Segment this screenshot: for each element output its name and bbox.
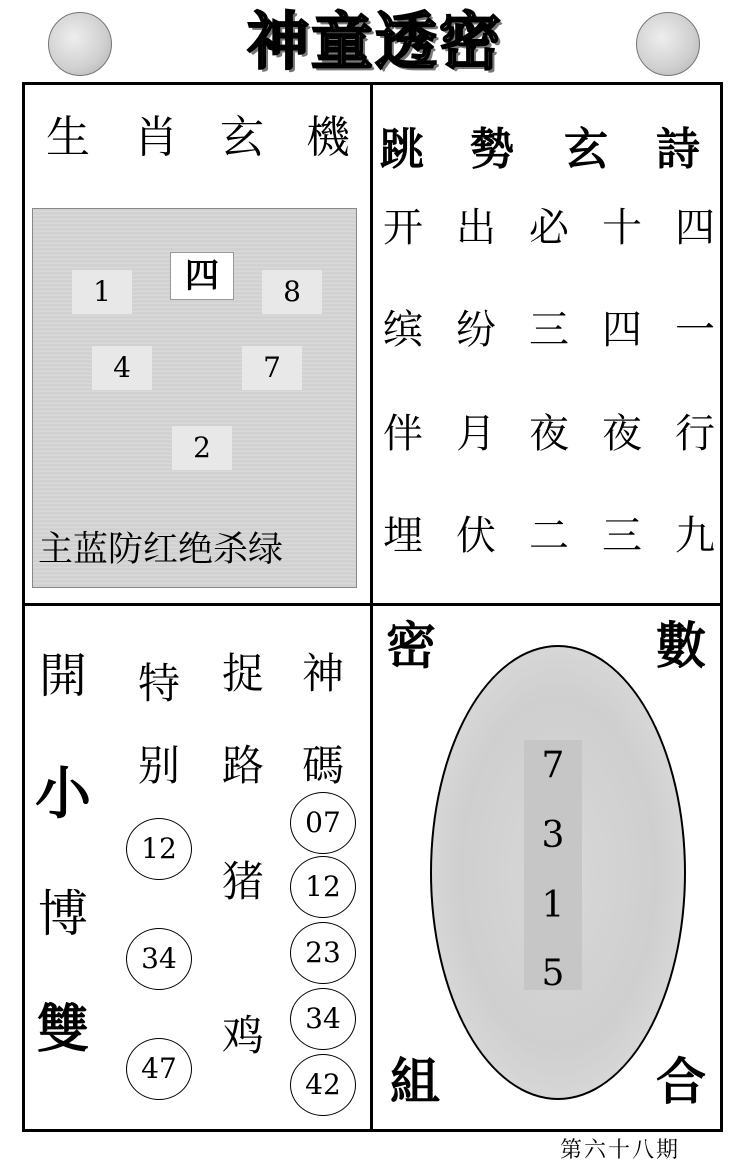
poem-char: 开 [383, 205, 423, 251]
heading-char: 勢 [470, 124, 514, 175]
corner-char-top-right: 數 [656, 616, 706, 675]
combo-number: 1 [541, 885, 565, 926]
poem-char: 二 [529, 513, 569, 559]
horizontal-divider [22, 603, 723, 606]
poem-char: 四 [602, 307, 642, 353]
decorative-circle-left [48, 12, 112, 76]
center-character: 四 [170, 252, 234, 300]
poem-char: 夜 [529, 411, 569, 457]
heading-char: 機 [306, 112, 350, 163]
poem-char: 九 [675, 513, 715, 559]
vertical-char: 雙 [36, 999, 89, 1060]
poem-char: 出 [456, 205, 496, 251]
vertical-char: 博 [38, 885, 88, 943]
te-number-circle: 34 [126, 928, 192, 990]
heading-char: 詩 [656, 124, 700, 175]
corner-char-bottom-right: 合 [656, 1052, 706, 1111]
heading-char: 玄 [220, 112, 264, 163]
poem-char: 三 [602, 513, 642, 559]
poem-char: 缤 [383, 307, 423, 353]
slogan: 主蓝防红绝杀绿 [38, 530, 284, 570]
heading-char: 肖 [134, 112, 178, 163]
decorative-circle-right [636, 12, 700, 76]
poem-char: 伏 [456, 513, 496, 559]
heading-char: 跳 [380, 124, 424, 175]
column-char: 路 [221, 741, 264, 790]
vertical-char: 小 [35, 761, 91, 827]
shen-number-circle: 42 [290, 1054, 356, 1116]
heading-char: 生 [46, 112, 90, 163]
poem-char: 伴 [383, 411, 423, 457]
zodiac-item: 鸡 [221, 1011, 264, 1060]
column-char: 碼 [301, 741, 344, 790]
issue-number: 第六十八期 [560, 1138, 681, 1163]
zodiac-number: 7 [242, 346, 302, 390]
heading-char: 玄 [564, 124, 608, 175]
combo-number: 7 [541, 745, 565, 786]
zodiac-item: 猪 [221, 857, 264, 906]
combo-number: 5 [541, 953, 565, 994]
poem-char: 埋 [383, 513, 423, 559]
shen-number-circle: 12 [290, 856, 356, 918]
combo-number: 3 [541, 815, 565, 856]
corner-char-top-left: 密 [386, 616, 436, 675]
poem-char: 四 [675, 205, 715, 251]
zodiac-number: 1 [72, 270, 132, 314]
poem-char: 三 [529, 307, 569, 353]
poem-char: 一 [675, 307, 715, 353]
page-title: 神童透密 [246, 5, 503, 78]
poem-char: 必 [529, 205, 569, 251]
poem-char: 纷 [456, 307, 496, 353]
te-number-circle: 12 [126, 818, 192, 880]
zodiac-number: 2 [172, 426, 232, 470]
poem-char: 十 [602, 205, 642, 251]
column-char: 神 [301, 649, 344, 698]
column-char: 别 [137, 741, 180, 790]
vertical-char: 開 [38, 648, 87, 704]
zodiac-number: 8 [262, 270, 322, 314]
corner-char-bottom-left: 組 [390, 1052, 440, 1111]
poem-char: 夜 [602, 411, 642, 457]
te-number-circle: 47 [126, 1038, 192, 1100]
shen-number-circle: 07 [290, 792, 356, 854]
zodiac-number: 4 [92, 346, 152, 390]
shen-number-circle: 23 [290, 922, 356, 984]
column-char: 特 [137, 659, 180, 708]
poem-char: 行 [675, 411, 715, 457]
column-char: 捉 [221, 649, 264, 698]
poem-char: 月 [456, 411, 496, 457]
shen-number-circle: 34 [290, 988, 356, 1050]
